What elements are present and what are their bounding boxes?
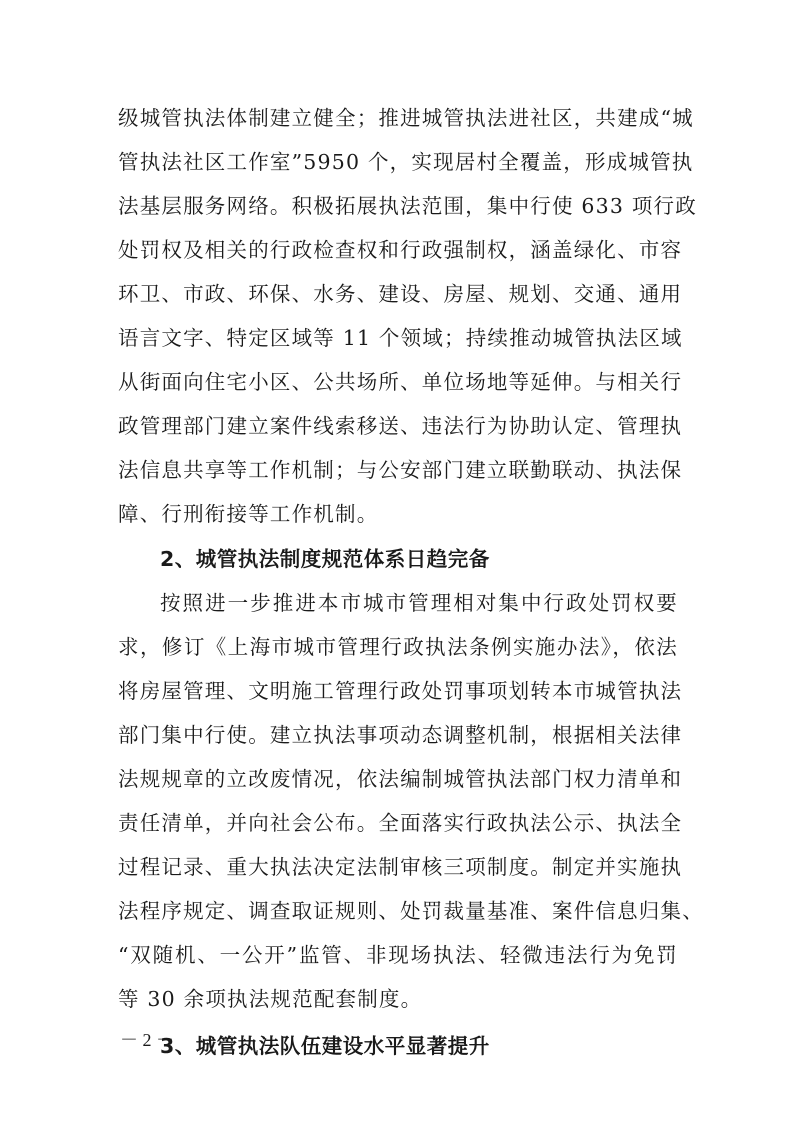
paragraph-line: 法信息共享等工作机制；与公安部门建立联勤联动、执法保	[118, 458, 683, 482]
paragraph-line: 按照进一步推进本市城市管理相对集中行政处罚权要	[160, 591, 678, 615]
paragraph-line: 部门集中行使。建立执法事项动态调整机制，根据相关法律	[118, 723, 683, 747]
paragraph-line: 过程记录、重大执法决定法制审核三项制度。制定并实施执	[118, 855, 683, 879]
paragraph-line: 管执法社区工作室”5950 个，实现居村全覆盖，形成城管执	[118, 150, 694, 174]
paragraph-line: 求，修订《上海市城市管理行政执法条例实施办法》，依法	[118, 635, 678, 659]
section-heading-2: 2、城管执法制度规范体系日趋完备	[160, 547, 490, 571]
paragraph-line: 法基层服务网络。积极拓展执法范围，集中行使 633 项行政	[118, 194, 697, 218]
paragraph-line: 法程序规定、调查取证规则、处罚裁量基准、案件信息归集、	[118, 899, 704, 923]
paragraph-line: 法规规章的立改废情况，依法编制城管执法部门权力清单和	[118, 767, 683, 791]
paragraph-line: 等 30 余项执法规范配套制度。	[118, 987, 423, 1011]
paragraph-line: 语言文字、特定区域等 11 个领域；持续推动城管执法区域	[118, 326, 683, 350]
page-number: － 2 －	[120, 1030, 174, 1050]
paragraph-line: 政管理部门建立案件线索移送、违法行为协助认定、管理执	[118, 414, 683, 438]
paragraph-line: 处罚权及相关的行政检查权和行政强制权，涵盖绿化、市容	[118, 238, 683, 262]
paragraph-line: 障、行刑衔接等工作机制。	[118, 502, 379, 526]
section-heading-3: 3、城管执法队伍建设水平显著提升	[160, 1034, 490, 1058]
paragraph-line: 级城管执法体制建立健全；推进城管执法进社区，共建成“城	[118, 106, 694, 130]
paragraph-line: 将房屋管理、文明施工管理行政处罚事项划转本市城管执法	[118, 679, 683, 703]
paragraph-line: 从街面向住宅小区、公共场所、单位场地等延伸。与相关行	[118, 370, 683, 394]
paragraph-line: 责任清单，并向社会公布。全面落实行政执法公示、执法全	[118, 811, 683, 835]
paragraph-line: 环卫、市政、环保、水务、建设、房屋、规划、交通、通用	[118, 282, 683, 306]
paragraph-line: “双随机、一公开”监管、非现场执法、轻微违法行为免罚	[118, 943, 678, 967]
